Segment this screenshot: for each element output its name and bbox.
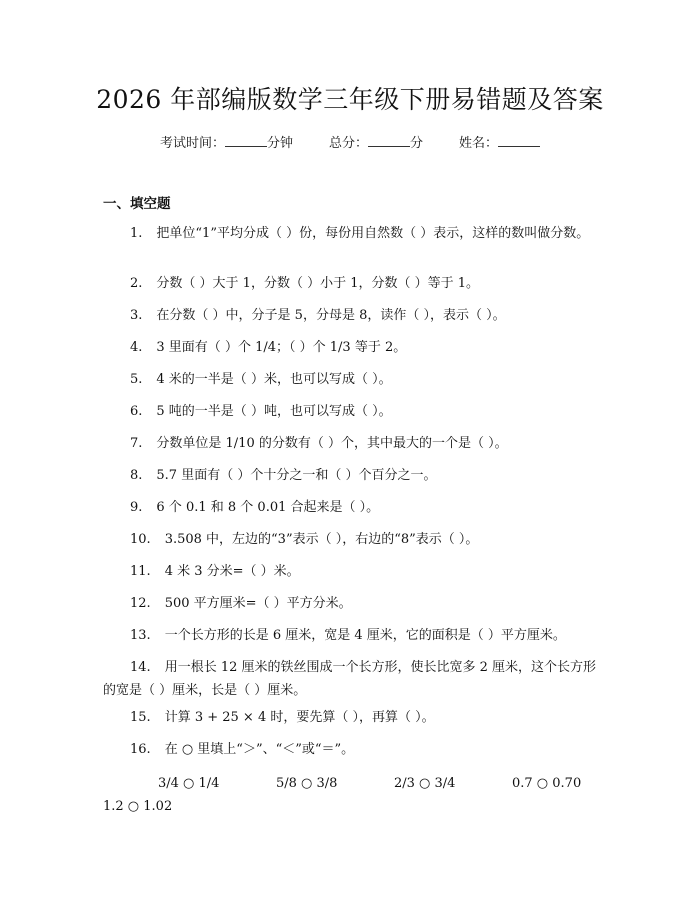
comparison-item: 0.7 ○ 0.70 — [512, 776, 582, 791]
exam-time-unit: 分钟 — [266, 136, 293, 151]
page-title: 2026 年部编版数学三年级下册易错题及答案 — [96, 85, 604, 114]
question-number: 7. — [130, 436, 143, 451]
question-number: 12. — [130, 596, 151, 611]
section-heading: 一、填空题 — [103, 196, 171, 212]
comparison-row — [103, 772, 598, 795]
exam-info — [0, 132, 700, 151]
question-item — [103, 560, 598, 583]
question-item — [103, 738, 598, 761]
question-text: 500 平方厘米=（ ）平方分米。 — [164, 596, 352, 611]
question-text: 在分数（ ）中，分子是 5，分母是 8，读作（ ），表示（ ）。 — [156, 308, 506, 323]
exam-time — [160, 132, 293, 151]
exam-name — [459, 132, 540, 151]
question-text: 3 里面有（ ）个 1/4；（ ）个 1/3 等于 2。 — [156, 340, 407, 355]
question-text: 5 吨的一半是（ ）吨，也可以写成（ ）。 — [156, 404, 392, 419]
question-number: 8. — [130, 468, 143, 483]
exam-time-label: 考试时间： — [159, 136, 225, 151]
question-item — [103, 272, 598, 295]
question-number: 6. — [130, 404, 143, 419]
question-number: 13. — [130, 628, 151, 643]
comparison-list — [103, 772, 598, 818]
exam-score-blank[interactable] — [368, 145, 410, 147]
question-text: 一个长方形的长是 6 厘米，宽是 4 厘米，它的面积是（ ）平方厘米。 — [164, 628, 566, 643]
question-number: 14. — [130, 660, 151, 675]
question-number: 5. — [130, 372, 143, 387]
question-item — [103, 368, 598, 391]
question-text: 5.7 里面有（ ）个十分之一和（ ）个百分之一。 — [156, 468, 437, 483]
question-number: 10. — [130, 532, 151, 547]
question-number: 1. — [130, 226, 143, 241]
question-number: 11. — [130, 564, 151, 579]
exam-name-label: 姓名： — [459, 136, 499, 151]
comparison-item: 1.2 ○ 1.02 — [103, 799, 173, 814]
question-text: 6 个 0.1 和 8 个 0.01 合起来是（ ）。 — [156, 500, 380, 515]
question-number: 15. — [130, 710, 151, 725]
comparison-item: 3/4 ○ 1/4 — [158, 776, 220, 791]
question-text: 4 米 3 分米=（ ）米。 — [164, 564, 300, 579]
question-number: 16. — [130, 742, 151, 757]
exam-name-blank[interactable] — [498, 145, 540, 147]
question-text: 分数（ ）大于 1，分数（ ）小于 1，分数（ ）等于 1。 — [156, 276, 480, 291]
question-number: 4. — [130, 340, 143, 355]
exam-score — [329, 132, 423, 151]
question-text: 把单位“1”平均分成（ ）份，每份用自然数（ ）表示，这样的数叫做分数。 — [156, 226, 590, 241]
question-item — [103, 336, 598, 359]
question-item — [103, 304, 598, 327]
question-text: 在 ○ 里填上“＞”、“＜”或“＝”。 — [164, 742, 355, 757]
question-item — [103, 400, 598, 423]
question-item — [103, 222, 598, 245]
question-item — [103, 528, 598, 551]
exam-score-label: 总分： — [328, 136, 368, 151]
question-text: 用一根长 12 厘米的铁丝围成一个长方形，使长比宽多 2 厘米，这个长方形的宽是（ ）厘米，长是（ ）厘米。 — [103, 660, 597, 698]
exam-time-blank[interactable] — [225, 145, 267, 147]
exam-score-unit: 分 — [410, 136, 424, 151]
question-item — [103, 706, 598, 729]
question-text: 分数单位是 1/10 的分数有（ ）个，其中最大的一个是（ ）。 — [156, 436, 508, 451]
question-item — [103, 464, 598, 487]
question-text: 3.508 中，左边的“3”表示（ ），右边的“8”表示（ ）。 — [164, 532, 479, 547]
question-number: 2. — [130, 276, 143, 291]
comparison-item: 2/3 ○ 3/4 — [394, 776, 456, 791]
question-item — [103, 656, 598, 702]
question-number: 9. — [130, 500, 143, 515]
question-number: 3. — [130, 308, 143, 323]
question-item — [103, 592, 598, 615]
comparison-item: 5/8 ○ 3/8 — [276, 776, 338, 791]
question-item — [103, 496, 598, 519]
question-text: 4 米的一半是（ ）米，也可以写成（ ）。 — [156, 372, 392, 387]
comparison-row — [103, 795, 598, 818]
question-text: 计算 3 + 25 × 4 时，要先算（ ），再算（ ）。 — [164, 710, 435, 725]
question-item — [103, 624, 598, 647]
question-item — [103, 432, 598, 455]
